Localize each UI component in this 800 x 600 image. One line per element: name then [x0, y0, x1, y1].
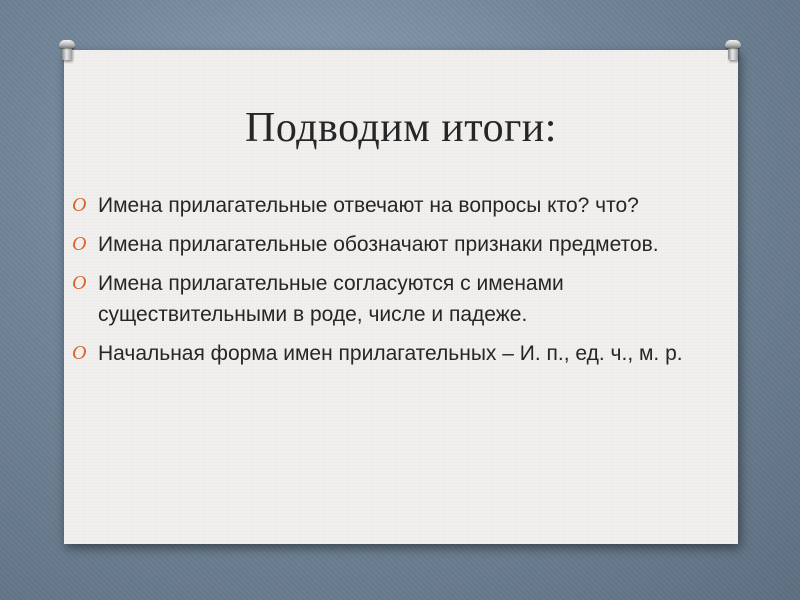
bullet-text: Имена прилагательные обозначают признаки предметов.: [98, 233, 659, 256]
bullet-marker-icon: O: [72, 342, 87, 364]
bullet-text: Имена прилагательные отвечают на вопросы кто? что?: [98, 194, 639, 217]
bullet-marker-icon: O: [72, 272, 87, 294]
slide-title: Подводим итоги:: [245, 105, 557, 151]
bullet-list: [72, 190, 712, 377]
bullet-item: [72, 338, 712, 369]
pushpin-icon: [58, 40, 76, 62]
bullet-item: [72, 229, 712, 260]
bullet-text: Начальная форма имен прилагательных – И. п., ед. ч., м. р.: [98, 342, 683, 365]
bullet-text: Имена прилагательные согласуются с именами существительными в роде, числе и падеже.: [98, 272, 564, 326]
bullet-item: [72, 268, 712, 330]
bullet-marker-icon: O: [72, 233, 87, 255]
pushpin-icon: [724, 40, 742, 62]
bullet-marker-icon: O: [72, 194, 87, 216]
bullet-item: [72, 190, 712, 221]
